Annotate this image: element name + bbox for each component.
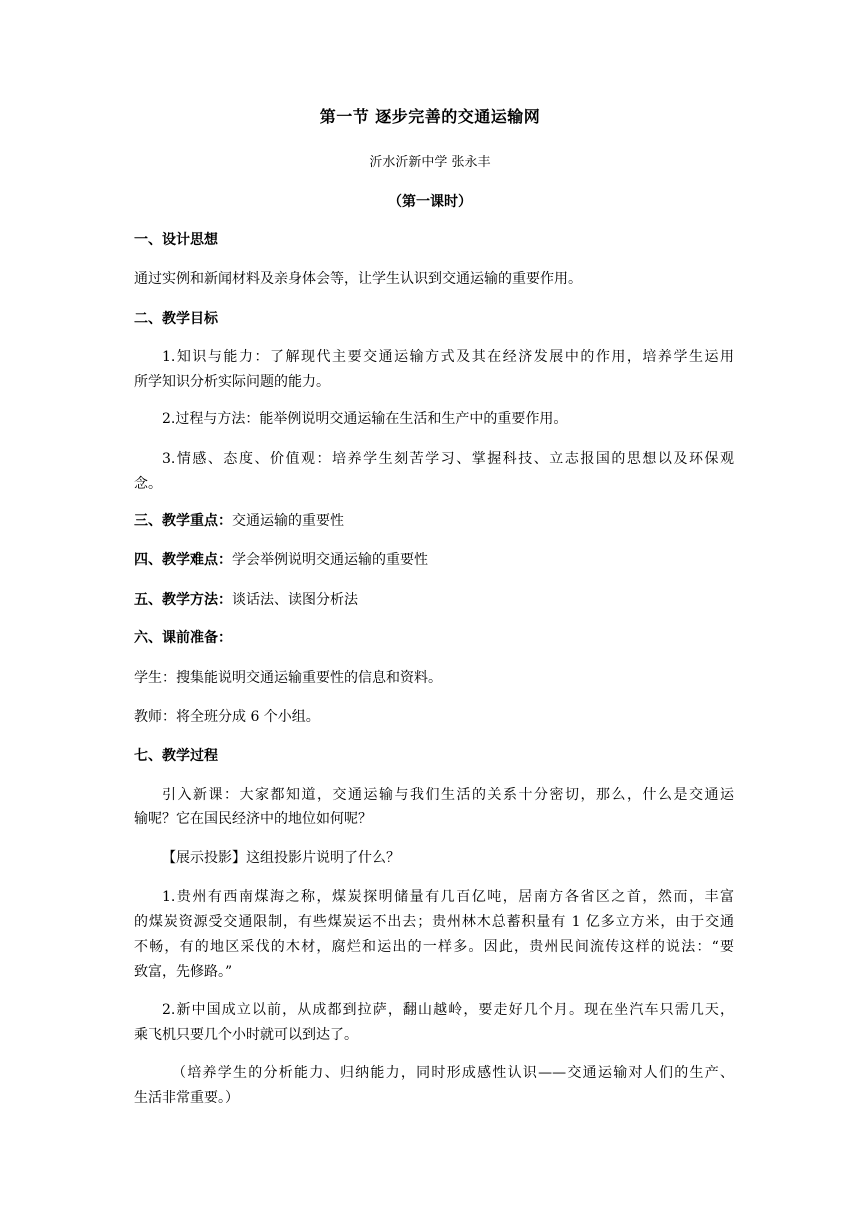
design-text: 通过实例和新闻材料及亲身体会等，让学生认识到交通运输的重要作用。 bbox=[134, 271, 582, 287]
goal-2: 2.过程与方法：能举例说明交通运输在生活和生产中的重要作用。 bbox=[162, 411, 568, 427]
intro-line-1: 引入新课：大家都知道，交通运输与我们生活的关系十分密切，那么，什么是交通运 bbox=[162, 787, 734, 803]
section-heading-goals: 二、教学目标 bbox=[134, 311, 218, 327]
section-method bbox=[134, 586, 734, 614]
goal-1-line-1: 1.知识与能力：了解现代主要交通运输方式及其在经济发展中的作用，培养学生运用 bbox=[162, 349, 734, 365]
example-1-line-2: 的煤炭资源受交通限制，有些煤炭运不出去；贵州林木总蓄积量有 1 亿多立方米，由于交通 bbox=[134, 914, 734, 930]
example-1-line-1: 1.贵州有西南煤海之称，煤炭探明储量有几百亿吨，居南方各省区之首，然而，丰富 bbox=[162, 889, 734, 905]
preparation-teacher: 教师：将全班分成 6 个小组。 bbox=[134, 709, 320, 725]
section-key-point bbox=[134, 507, 734, 535]
teaching-note-line-2: 生活非常重要。） bbox=[134, 1090, 239, 1106]
example-1-line-3: 不畅，有的地区采伐的木材，腐烂和运出的一样多。因此，贵州民间流传这样的说法：“要 bbox=[134, 939, 734, 955]
projection-prompt: 【展示投影】这组投影片说明了什么？ bbox=[162, 850, 400, 866]
goal-3-line-1: 3.情感、态度、价值观：培养学生刻苦学习、掌握科技、立志报国的思想以及环保观 bbox=[162, 451, 734, 467]
example-2-line-2: 乘飞机只要几个小时就可以到达了。 bbox=[134, 1027, 358, 1043]
teaching-note-line-1: （培养学生的分析能力、归纳能力，同时形成感性认识——交通运输对人们的生产、 bbox=[172, 1065, 734, 1081]
key-point-text: 交通运输的重要性 bbox=[232, 513, 344, 529]
section-heading-process: 七、教学过程 bbox=[134, 748, 218, 764]
section-heading-key-point: 三、教学重点： bbox=[134, 513, 232, 529]
example-2-line-1: 2.新中国成立以前，从成都到拉萨，翻山越岭，要走好几个月。现在坐汽车只需几天， bbox=[162, 1002, 734, 1018]
section-difficulty bbox=[134, 546, 734, 574]
section-heading-difficulty: 四、教学难点： bbox=[134, 552, 232, 568]
lesson-label: （第一课时） bbox=[388, 194, 472, 210]
preparation-student: 学生：搜集能说明交通运输重要性的信息和资料。 bbox=[134, 670, 442, 686]
example-1-line-4: 致富，先修路。” bbox=[134, 964, 233, 980]
method-text: 谈话法、读图分析法 bbox=[232, 592, 358, 608]
section-heading-design: 一、设计思想 bbox=[134, 232, 218, 248]
goal-3-line-2: 念。 bbox=[134, 476, 162, 492]
section-heading-preparation: 六、课前准备： bbox=[134, 630, 232, 646]
goal-1-line-2: 所学知识分析实际问题的能力。 bbox=[134, 374, 330, 390]
intro-line-2: 输呢？它在国民经济中的地位如何呢？ bbox=[134, 811, 372, 827]
author-line: 沂水沂新中学 张永丰 bbox=[369, 155, 491, 170]
difficulty-text: 学会举例说明交通运输的重要性 bbox=[232, 552, 428, 568]
section-heading-method: 五、教学方法： bbox=[134, 592, 232, 608]
document-title: 第一节 逐步完善的交通运输网 bbox=[319, 107, 541, 126]
